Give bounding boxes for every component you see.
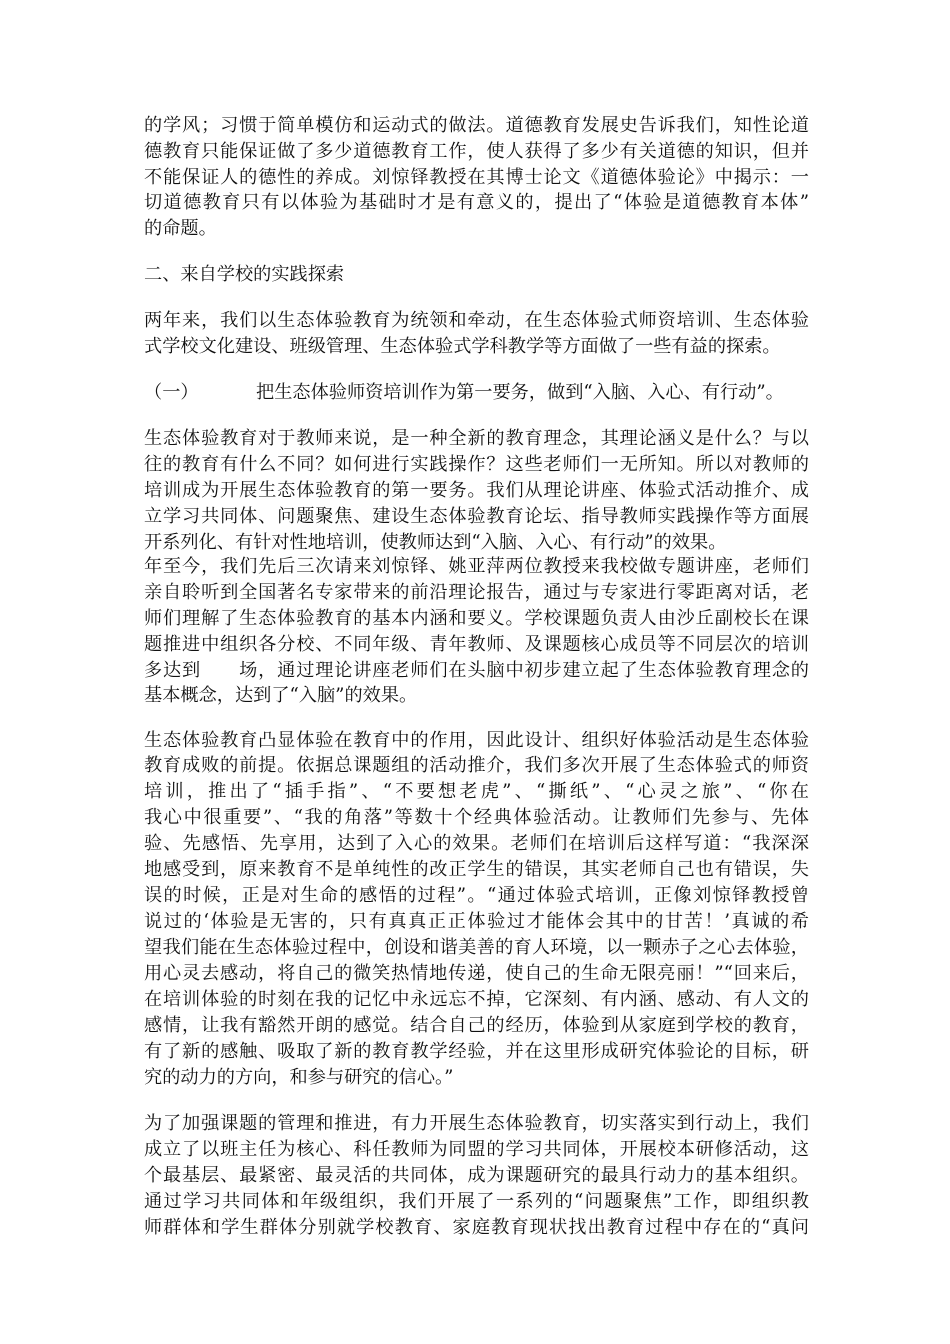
- text-line: 教育成败的前提。依据总课题组的活动推介，我们多次开展了生态体验式的师资: [144, 755, 809, 776]
- text-line: 我心中很重要”、“我的角落”等数十个经典体验活动。让教师们先参与、先体: [144, 807, 809, 828]
- text-line: 往的教育有什么不同？如何进行实践操作？这些老师们一无所知。所以对教师的: [144, 454, 809, 475]
- text-line: 基本概念，达到了“入脑”的效果。: [144, 685, 418, 706]
- text-line: 误的时候，正是对生命的感悟的过程”。“通过体验式培训，正像刘惊铎教授曾: [144, 885, 809, 906]
- text-line: 师们理解了生态体验教育的基本内涵和要义。学校课题负责人由沙丘副校长在课: [144, 608, 809, 629]
- text-line: 成立了以班主任为核心、科任教师为同盟的学习共同体，开展校本研修活动，这: [144, 1139, 809, 1160]
- text-line: 培训，推出了“插手指”、“不要想老虎”、“撕纸”、“心灵之旅”、“你在: [144, 781, 809, 802]
- text-line: 的学风；习惯于简单模仿和运动式的做法。道德教育发展史告诉我们，知性论道: [144, 115, 809, 136]
- text-line: 究的动力的方向，和参与研究的信心。”: [144, 1067, 454, 1088]
- text-line: 在培训体验的时刻在我的记忆中永远忘不掉，它深刻、有内涵、感动、有人文的: [144, 989, 809, 1010]
- text-line: 的命题。: [144, 218, 217, 239]
- text-line: 生态体验教育凸显体验在教育中的作用，因此设计、组织好体验活动是生态体验: [144, 730, 809, 751]
- section-heading: 二、来自学校的实践探索: [144, 264, 345, 285]
- text-line: 说过的‘体验是无害的，只有真真正正体验过才能体会其中的甘苦！’真诚的希: [144, 911, 809, 932]
- text-line: 不能保证人的德性的养成。刘惊铎教授在其博士论文《道德体验论》中揭示：一: [144, 167, 809, 188]
- text-line: 个最基层、最紧密、最灵活的共同体，成为课题研究的最具行动力的基本组织。: [144, 1165, 809, 1186]
- text-line: 德教育只能保证做了多少道德教育工作，使人获得了多少有关道德的知识，但并: [144, 141, 809, 162]
- text-line: 有了新的感触、吸取了新的教育教学经验，并在这里形成研究体验论的目标，研: [144, 1041, 809, 1062]
- text-line: 亲自聆听到全国著名专家带来的前沿理论报告，通过与专家进行零距离对话，老: [144, 582, 809, 603]
- text-line: 两年来，我们以生态体验教育为统领和牵动，在生态体验式师资培训、生态体验: [144, 310, 809, 331]
- text-line: 地感受到，原来教育不是单纯性的改正学生的错误，其实老师自己也有错误，失: [144, 859, 809, 880]
- text-line: 切道德教育只有以体验为基础时才是有意义的，提出了“体验是道德教育本体”: [144, 192, 809, 213]
- text-line: 用心灵去感动，将自己的微笑热情地传递，使自己的生命无限亮丽！”“回来后，: [144, 963, 809, 984]
- subsection-title: 把生态体验师资培训作为第一要务，做到“入脑、入心、有行动”。: [256, 382, 784, 403]
- subsection-number: （一）: [144, 382, 199, 403]
- text-line: 验、先感悟、先享用，达到了入心的效果。老师们在培训后这样写道：“我深深: [144, 833, 809, 854]
- text-line: 望我们能在生态体验过程中，创设和谐美善的育人环境，以一颗赤子之心去体验，: [144, 937, 809, 958]
- text-line: 多达到 场，通过理论讲座老师们在头脑中初步建立起了生态体验教育理念的: [144, 660, 809, 681]
- text-line: 年至今，我们先后三次请来刘惊铎、姚亚萍两位教授来我校做专题讲座，老师们: [144, 556, 809, 577]
- text-line: 师群体和学生群体分别就学校教育、家庭教育现状找出教育过程中存在的“真问: [144, 1217, 809, 1238]
- text-line: 生态体验教育对于教师来说，是一种全新的教育理念，其理论涵义是什么？与以: [144, 428, 809, 449]
- text-line: 通过学习共同体和年级组织，我们开展了一系列的“问题聚焦”工作，即组织教: [144, 1191, 809, 1212]
- text-line: 培训成为开展生态体验教育的第一要务。我们从理论讲座、体验式活动推介、成: [144, 480, 809, 501]
- text-line: 开系列化、有针对性地培训，使教师达到“入脑、入心、有行动”的效果。: [144, 532, 727, 553]
- text-line: 题推进中组织各分校、不同年级、青年教师、及课题核心成员等不同层次的培训: [144, 634, 809, 655]
- text-line: 为了加强课题的管理和推进，有力开展生态体验教育，切实落实到行动上，我们: [144, 1113, 809, 1134]
- text-line: 立学习共同体、问题聚焦、建设生态体验教育论坛、指导教师实践操作等方面展: [144, 506, 809, 527]
- text-line: 式学校文化建设、班级管理、生态体验式学科教学等方面做了一些有益的探索。: [144, 336, 781, 357]
- text-line: 感情，让我有豁然开朗的感觉。结合自己的经历，体验到从家庭到学校的教育，: [144, 1015, 809, 1036]
